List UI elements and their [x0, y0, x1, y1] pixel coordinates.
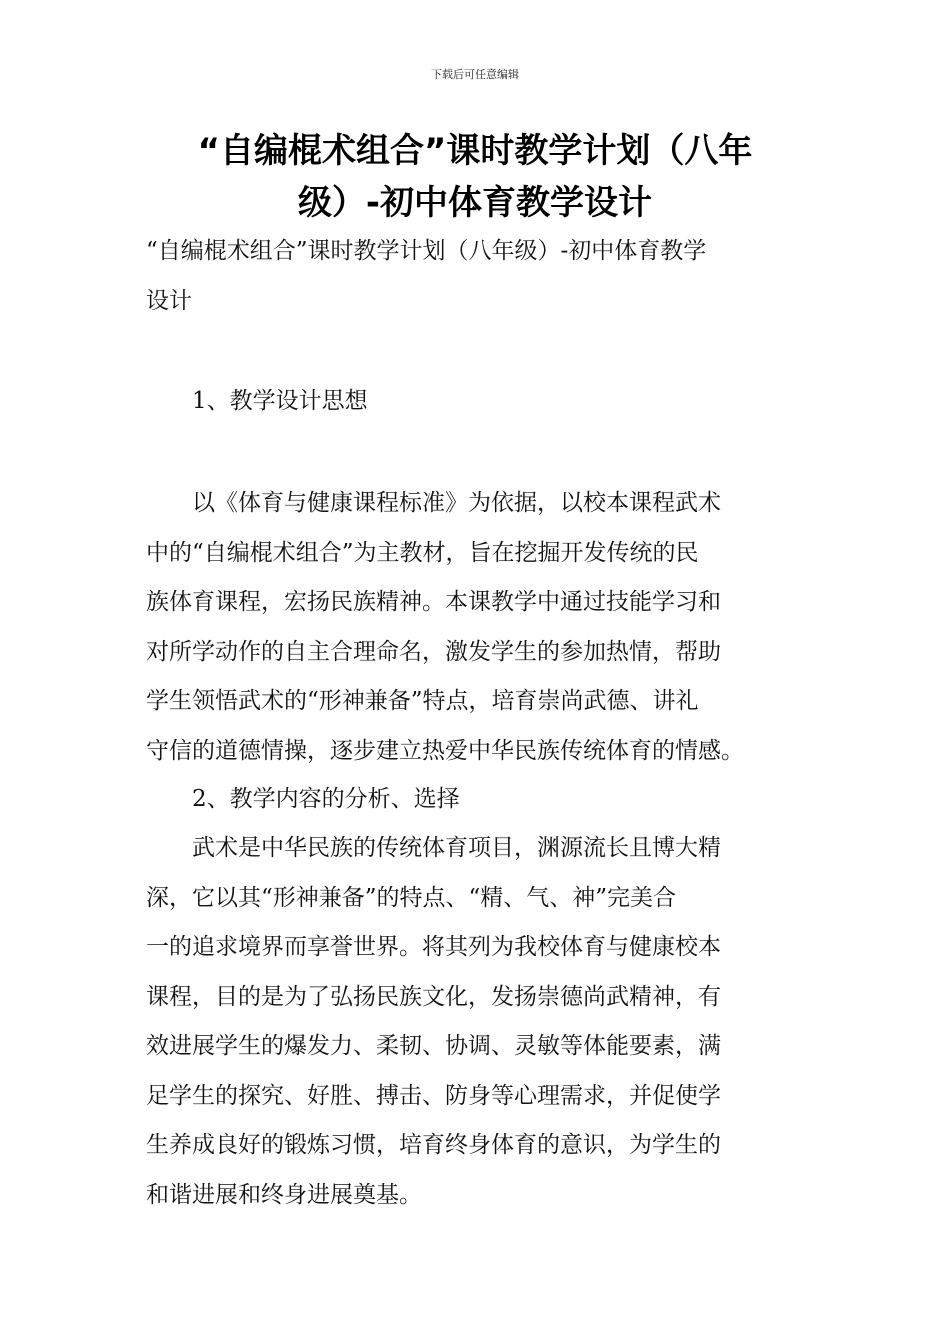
paragraph-line: 和谐进展和终身进展奠基。: [146, 1181, 422, 1208]
page-header-note: 下载后可任意编辑: [431, 68, 519, 81]
paragraph-line: 学生领悟武术的“形神兼备”特点，培育崇尚武德、讲礼: [146, 688, 699, 714]
paragraph-line: 族体育课程，宏扬民族精神。本课教学中通过技能学习和: [146, 589, 721, 615]
document-subtitle: [146, 226, 806, 326]
section-heading-2: [146, 775, 806, 825]
paragraph-line: 足学生的探究、好胜、搏击、防身等心理需求，并促使学: [146, 1082, 721, 1109]
subtitle-line-2: 设计: [146, 288, 192, 314]
paragraph-line: 中的“自编棍术组合”为主教材，旨在挖掘开发传统的民: [146, 539, 699, 566]
paragraph-line: 以《体育与健康课程标准》为依据，以校本课程武术: [192, 490, 721, 516]
document-title: [130, 125, 820, 229]
subtitle-line-1: “自编棍术组合”课时教学计划（八年级）-初中体育教学: [146, 238, 707, 264]
section-1-paragraph: [146, 479, 806, 776]
paragraph-line: 深，它以其“形神兼备”的特点、“精、气、神”完美合: [146, 884, 677, 911]
title-line-2: 级）-初中体育教学设计: [297, 183, 653, 223]
section-heading-1-text: 1、教学设计思想: [192, 388, 368, 414]
section-heading-2-text: 2、教学内容的分析、选择: [192, 786, 460, 812]
paragraph-line: 守信的道德情操，逐步建立热爱中华民族传统体育的情感。: [146, 737, 744, 764]
paragraph-line: 武术是中华民族的传统体育项目，渊源流长且博大精: [192, 835, 721, 861]
title-line-1: “自编棍术组合”课时教学计划（八年: [197, 131, 753, 171]
paragraph-line: 一的追求境界而享誉世界。将其列为我校体育与健康校本: [146, 934, 721, 960]
paragraph-line: 课程，目的是为了弘扬民族文化，发扬崇德尚武精神，有: [146, 983, 721, 1010]
paragraph-line: 生养成良好的锻炼习惯，培育终身体育的意识，为学生的: [146, 1132, 721, 1158]
paragraph-line: 对所学动作的自主合理命名，激发学生的参加热情，帮助: [146, 638, 721, 665]
section-2-paragraph: [146, 824, 806, 1220]
section-heading-1: [146, 377, 806, 427]
paragraph-line: 效进展学生的爆发力、柔韧、协调、灵敏等体能要素，满: [146, 1033, 721, 1059]
